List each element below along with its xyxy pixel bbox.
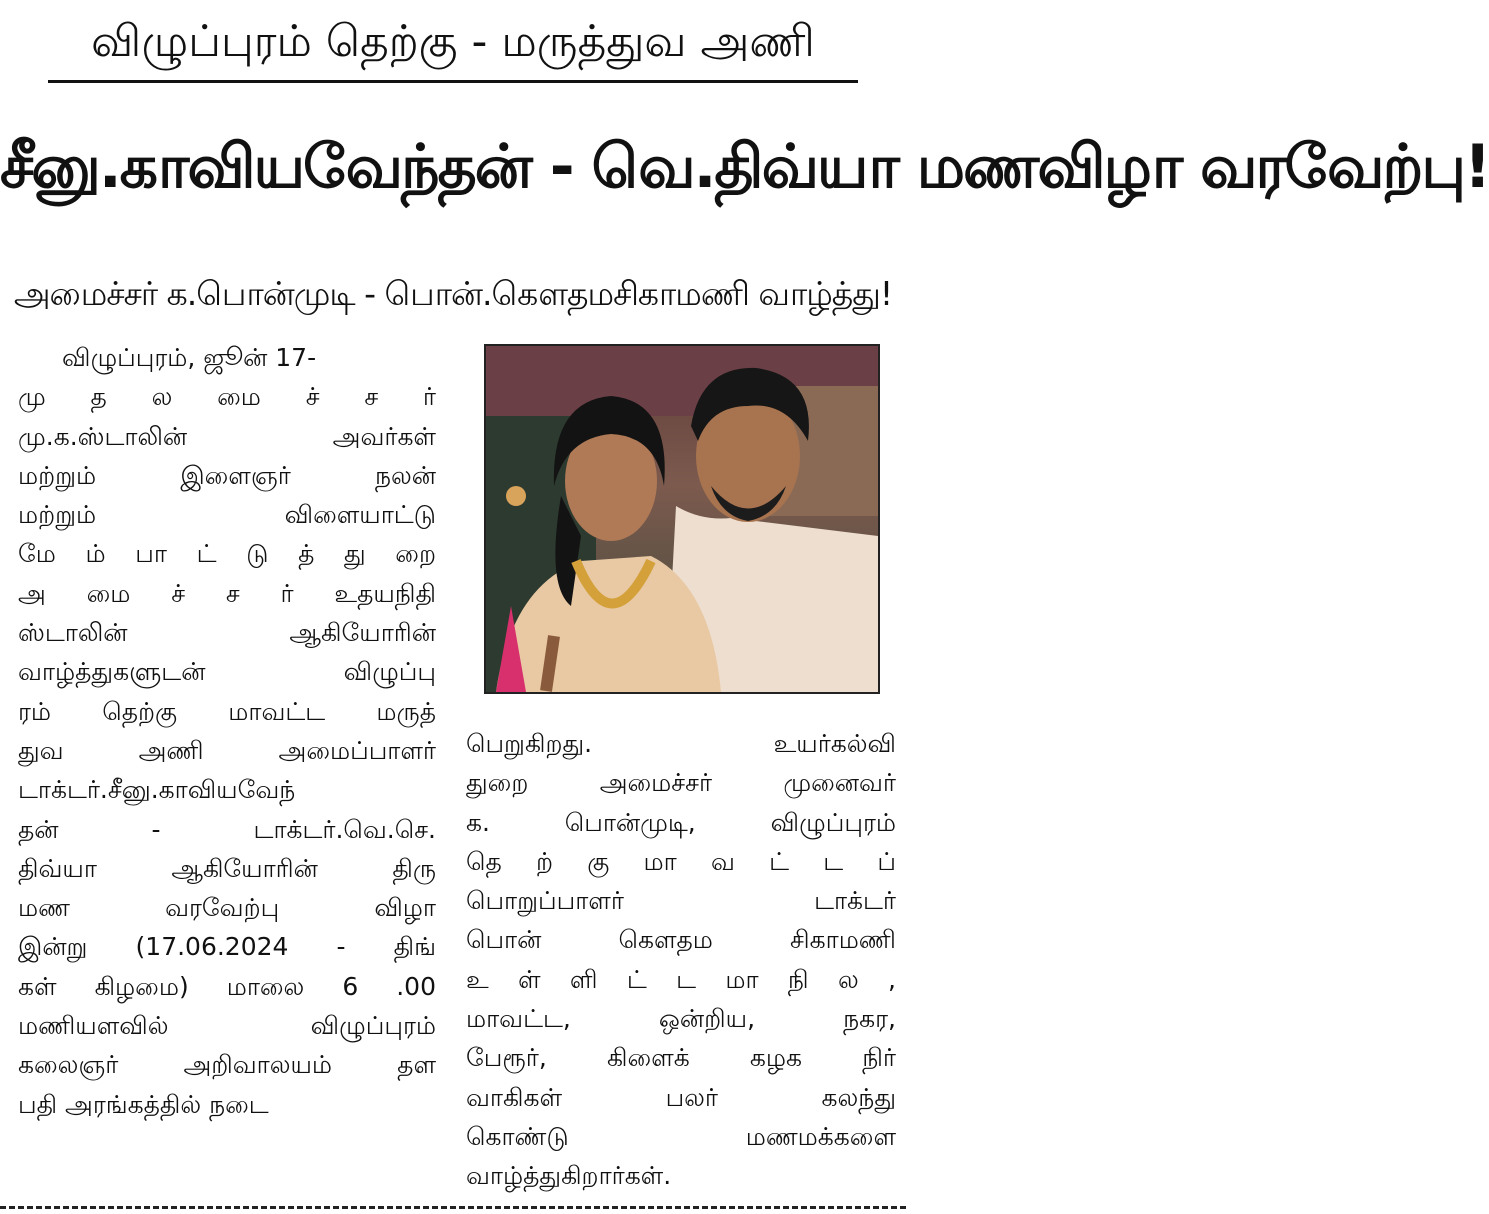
article-text-line: துவ அணி அமைப்பாளர் bbox=[18, 735, 436, 765]
article-text-line: மணியளவில் விழுப்புரம் bbox=[18, 1011, 436, 1041]
article-text-line: உ ள் ளி ட் ட மா நி ல , bbox=[466, 964, 896, 994]
article-text-line: கள் கிழமை) மாலை 6 .00 bbox=[18, 971, 436, 1001]
article-text-line: திவ்யா ஆகியோரின் திரு bbox=[18, 853, 436, 883]
article-text-line: மு.க.ஸ்டாலின் அவர்கள் bbox=[18, 421, 436, 451]
article-text-line: துறை அமைச்சர் முனைவர் bbox=[466, 768, 896, 798]
bottom-dashed-rule bbox=[0, 1206, 906, 1209]
article-text-line: மண வரவேற்பு விழா bbox=[18, 893, 436, 923]
article-text-line: பதி அரங்கத்தில் நடை bbox=[18, 1089, 269, 1119]
couple-photo-illustration bbox=[486, 346, 878, 692]
article-text-line: வாகிகள் பலர் கலந்து bbox=[466, 1082, 896, 1112]
article-text-line: மாவட்ட, ஒன்றிய, நகர, bbox=[466, 1004, 896, 1034]
article-text-line: மு த ல மை ச் ச ர் bbox=[18, 382, 436, 412]
article-text-line: கொண்டு மணமக்களை bbox=[466, 1121, 896, 1151]
article-text-line: வாழ்த்துகளுடன் விழுப்பு bbox=[18, 657, 436, 687]
headline: சீனு.காவியவேந்தன் - வெ.திவ்யா மணவிழா வரவேற்பு! bbox=[0, 132, 1489, 202]
article-text-line: இன்று (17.06.2024 - திங் bbox=[18, 932, 436, 962]
article-text-line: ஸ்டாலின் ஆகியோரின் bbox=[18, 618, 436, 648]
article-text-line: பெறுகிறது. உயர்கல்வி bbox=[466, 729, 896, 758]
article-text-line: பொன் கௌதம சிகாமணி bbox=[466, 925, 896, 955]
kicker-heading: விழுப்புரம் தெற்கு - மருத்துவ அணி bbox=[91, 16, 815, 67]
article-text-line: க. பொன்முடி, விழுப்புரம் bbox=[466, 807, 896, 837]
article-text-line: ரம் தெற்கு மாவட்ட மருத் bbox=[18, 696, 436, 726]
article-text-line: வாழ்த்துகிறார்கள். bbox=[466, 1161, 672, 1191]
article-text-line: விழுப்புரம், ஜூன் 17- bbox=[62, 343, 317, 372]
article-text-line: மே ம் பா ட் டு த் து றை bbox=[18, 539, 436, 569]
article-text-line: தன் - டாக்டர்.வெ.செ. bbox=[18, 814, 436, 844]
article-text-line: பேரூர், கிளைக் கழக நிர் bbox=[466, 1043, 896, 1073]
article-text-line: டாக்டர்.சீனு.காவியவேந் bbox=[18, 775, 296, 805]
article-body-right-column bbox=[466, 724, 896, 1196]
article-text-line: அ மை ச் ச ர் உதயநிதி bbox=[18, 578, 436, 608]
subheadline: அமைச்சர் க.பொன்முடி - பொன்.கௌதமசிகாமணி வாழ்த்து! bbox=[13, 274, 893, 313]
couple-portrait-photo bbox=[484, 344, 880, 694]
article-text-line: கலைஞர் அறிவாலயம் தள bbox=[18, 1050, 436, 1080]
article-text-line: மற்றும் இளைஞர் நலன் bbox=[18, 460, 436, 490]
article-text-line: மற்றும் விளையாட்டு bbox=[18, 500, 436, 530]
article-body-left-column bbox=[18, 338, 436, 1124]
article-text-line: தெ ற் கு மா வ ட் ட ப் bbox=[466, 846, 896, 876]
kicker-underline bbox=[48, 80, 858, 83]
article-text-line: பொறுப்பாளர் டாக்டர் bbox=[466, 886, 896, 916]
